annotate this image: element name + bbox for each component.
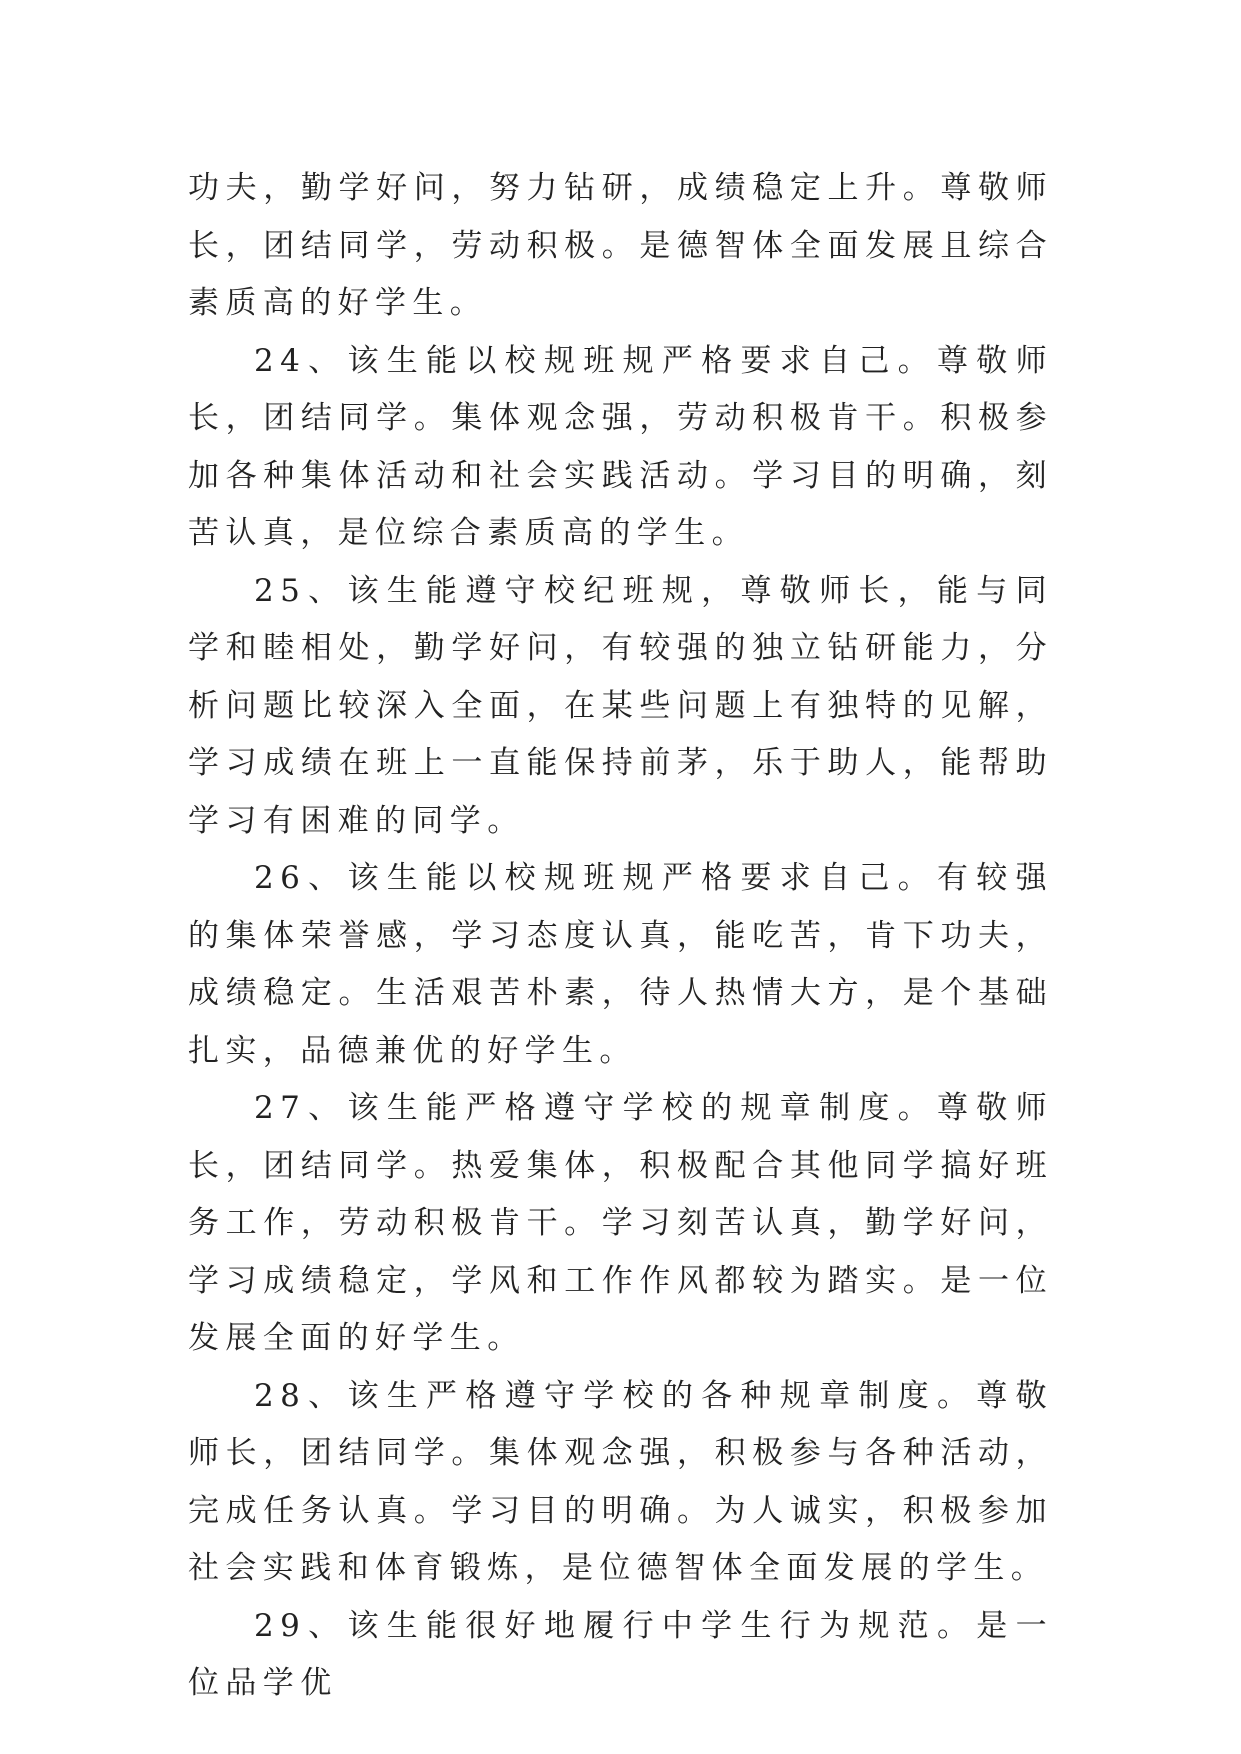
text-line: 29、该生能很好地履行中学生行为规范。是一位品学优: [188, 1607, 1053, 1701]
text-line: 是位德智体全面发展的学生。: [562, 1550, 1049, 1586]
text-line: 28、该生严格遵守学校的各种规章制度。尊敬师长，团: [188, 1377, 1053, 1471]
text-line: 结同学。集体观念强，积极参与各种活动，完成任务认真。: [188, 1435, 1053, 1529]
text-line: 生。: [412, 285, 488, 321]
paragraph-26: [188, 850, 1053, 1080]
text-line: 生。: [562, 1032, 637, 1069]
text-line: 高的学生。: [562, 515, 749, 551]
text-line: 极肯干。学习刻苦认真，勤学好问，学习成绩稳定，学风和: [188, 1205, 1053, 1299]
paragraph-23-continuation: [188, 160, 1053, 333]
text-line: 同学。集体观念强，劳动积极肯干。积极参加各种集体活动: [188, 400, 1053, 494]
text-line: 功夫，勤学好问，努力钻研，成绩稳定上升。尊敬师长，团: [188, 170, 1053, 264]
text-line: 誉感，学习态度认真，能吃苦，肯下功夫，成绩稳定。生活: [188, 917, 1053, 1011]
text-line: 25、该生能遵守校纪班规，尊敬师长，能与同学和睦相: [188, 572, 1053, 666]
text-line: 和社会实践活动。学习目的明确，刻苦认真，是位综合素质: [188, 457, 1053, 551]
text-line: 全面，在某些问题上有独特的见解，学习成绩在班上一直能: [188, 687, 1053, 781]
document-body: [188, 160, 1053, 1713]
text-line: 保持前茅，乐于助人，能帮助学习有困难的同学。: [188, 745, 1054, 839]
paragraph-24: [188, 333, 1053, 563]
text-line: 27、该生能严格遵守学校的规章制度。尊敬师长，团结: [188, 1090, 1053, 1184]
text-line: 处，勤学好问，有较强的独立钻研能力，分析问题比较深入: [188, 630, 1053, 724]
paragraph-25: [188, 563, 1053, 851]
text-line: 学习目的明确。为人诚实，积极参加社会实践和体育锻炼，: [188, 1492, 1053, 1586]
paragraph-28: [188, 1368, 1053, 1598]
text-line: 艰苦朴素，待人热情大方，是个基础扎实，品德兼优的好学: [188, 975, 1053, 1069]
paragraph-29: [188, 1598, 1053, 1713]
text-line: 同学。热爱集体，积极配合其他同学搞好班务工作，劳动积: [188, 1147, 1053, 1241]
text-line: 26、该生能以校规班规严格要求自己。有较强的集体荣: [188, 860, 1053, 954]
text-line: 结同学，劳动积极。是德智体全面发展且综合素质高的好学: [188, 227, 1053, 321]
paragraph-27: [188, 1080, 1053, 1368]
text-line: 24、该生能以校规班规严格要求自己。尊敬师长，团结: [188, 342, 1053, 436]
text-line: 工作作风都较为踏实。是一位发展全面的好学生。: [188, 1262, 1054, 1356]
